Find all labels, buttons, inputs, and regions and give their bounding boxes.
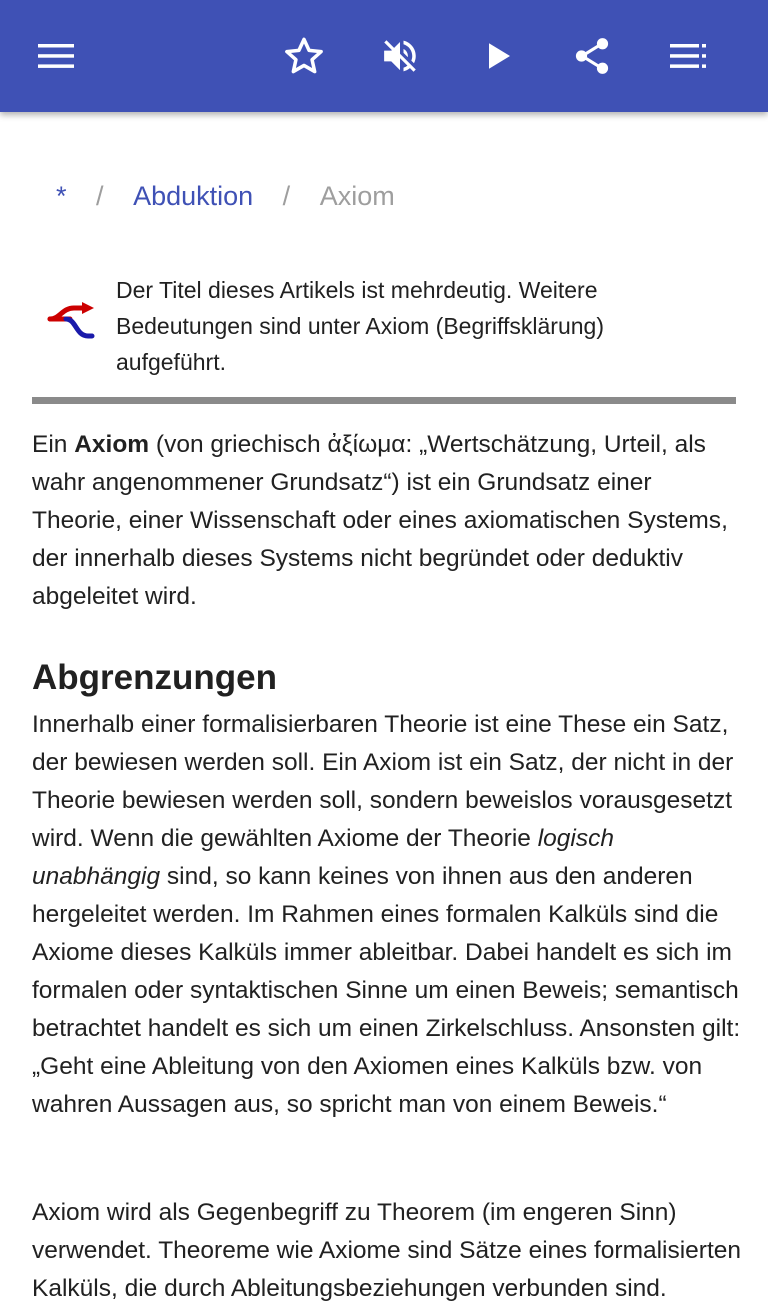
text: ein Satz, der bewiesen werden soll. Ein Axiom ist ein Satz, der nicht in der Theorie bewiesen werden soll, sondern beweislos vorausgesetzt wird. Wenn die gewählten Axiome der Theorie <box>32 711 734 852</box>
disambiguation-text-end: aufgeführt. <box>116 349 226 375</box>
link-beweis[interactable]: Beweis <box>522 977 602 1004</box>
table-of-contents-button[interactable] <box>660 28 716 84</box>
text: Ein <box>32 431 75 458</box>
text: sind, so kann keines von ihnen aus den anderen hergeleitet werden. Im Rahmen eines formalen <box>32 863 693 928</box>
text: Innerhalb einer formalisierbaren Theorie ist eine <box>32 711 559 738</box>
breadcrumb-parent[interactable]: Abduktion <box>133 181 254 212</box>
link-theorie[interactable]: Theorie <box>32 507 116 534</box>
list-icon <box>668 42 708 70</box>
text: (von griechisch ἀξίωμα: „Wertschätzung, Urteil, als wahr angenommener Grundsatz“) ist ein Grundsatz einer <box>32 431 706 496</box>
text: , der innerhalb dieses Systems nicht begründet oder deduktiv abgeleitet wird. <box>32 507 728 610</box>
link-kalkuel[interactable]: Kalküls <box>548 901 628 928</box>
star-outline-icon <box>283 35 325 77</box>
link-axiomatisches-system[interactable]: axiomatischen Systems <box>463 507 722 534</box>
text: , einer <box>115 507 190 534</box>
disambiguation-text <box>116 272 716 380</box>
breadcrumb-separator: / <box>96 181 104 212</box>
play-icon <box>480 38 516 74</box>
text: Axiom wird als Gegenbegriff zu <box>32 1199 377 1226</box>
mute-button[interactable] <box>372 28 428 84</box>
volume-off-icon <box>379 35 421 77</box>
app-toolbar <box>0 0 768 112</box>
italic-text: logisch unabhängig <box>32 825 614 890</box>
text: oder eines <box>335 507 464 534</box>
menu-button[interactable] <box>28 28 84 84</box>
breadcrumb-current: Axiom <box>319 181 395 212</box>
link-zirkelschluss[interactable]: Zirkelschluss <box>425 1015 568 1042</box>
breadcrumb-root[interactable]: * <box>56 181 67 212</box>
play-button[interactable] <box>470 28 526 84</box>
breadcrumb <box>56 180 395 212</box>
breadcrumb-separator: / <box>282 181 291 212</box>
text: (im engeren Sinn) verwendet. Theoreme wie Axiome sind Sätze eines formalisierten Kalküls, die durch Ableitungsbeziehungen verbunden sind. <box>32 1199 742 1302</box>
link-theorem[interactable]: Theorem <box>377 1199 476 1226</box>
disambiguation-notice <box>32 272 736 396</box>
disambiguation-text-start: Der Titel dieses Artikels ist mehrdeutig. Weitere Bedeutungen sind unter <box>116 277 598 339</box>
link-these[interactable]: These <box>558 711 627 738</box>
text: sind die Axiome dieses Kalküls immer ableitbar. Dabei handelt es sich im formalen oder syntaktischen Sinne um einen <box>32 901 732 1004</box>
section-paragraph-1 <box>32 706 742 1124</box>
share-icon <box>571 35 613 77</box>
term-bold: Axiom <box>74 431 150 458</box>
section-paragraph-2 <box>32 1194 742 1308</box>
section-heading: Abgrenzungen <box>32 658 277 697</box>
disambiguation-arrow-icon <box>46 300 100 344</box>
disambiguation-link[interactable]: Axiom (Begriffsklärung) <box>365 313 604 339</box>
link-wissenschaft[interactable]: Wissenschaft <box>189 507 336 534</box>
hamburger-menu-icon <box>36 42 76 70</box>
text: ; semantisch betrachtet handelt es sich um einen <box>32 977 739 1042</box>
intro-paragraph <box>32 426 742 616</box>
share-button[interactable] <box>564 28 620 84</box>
text: . Ansonsten gilt: „Geht eine Ableitung von den Axiomen eines Kalküls bzw. von wahren Aussagen aus, so spricht man von einem Beweis.“ <box>32 1015 741 1118</box>
divider <box>32 397 736 404</box>
bookmark-button[interactable] <box>276 28 332 84</box>
